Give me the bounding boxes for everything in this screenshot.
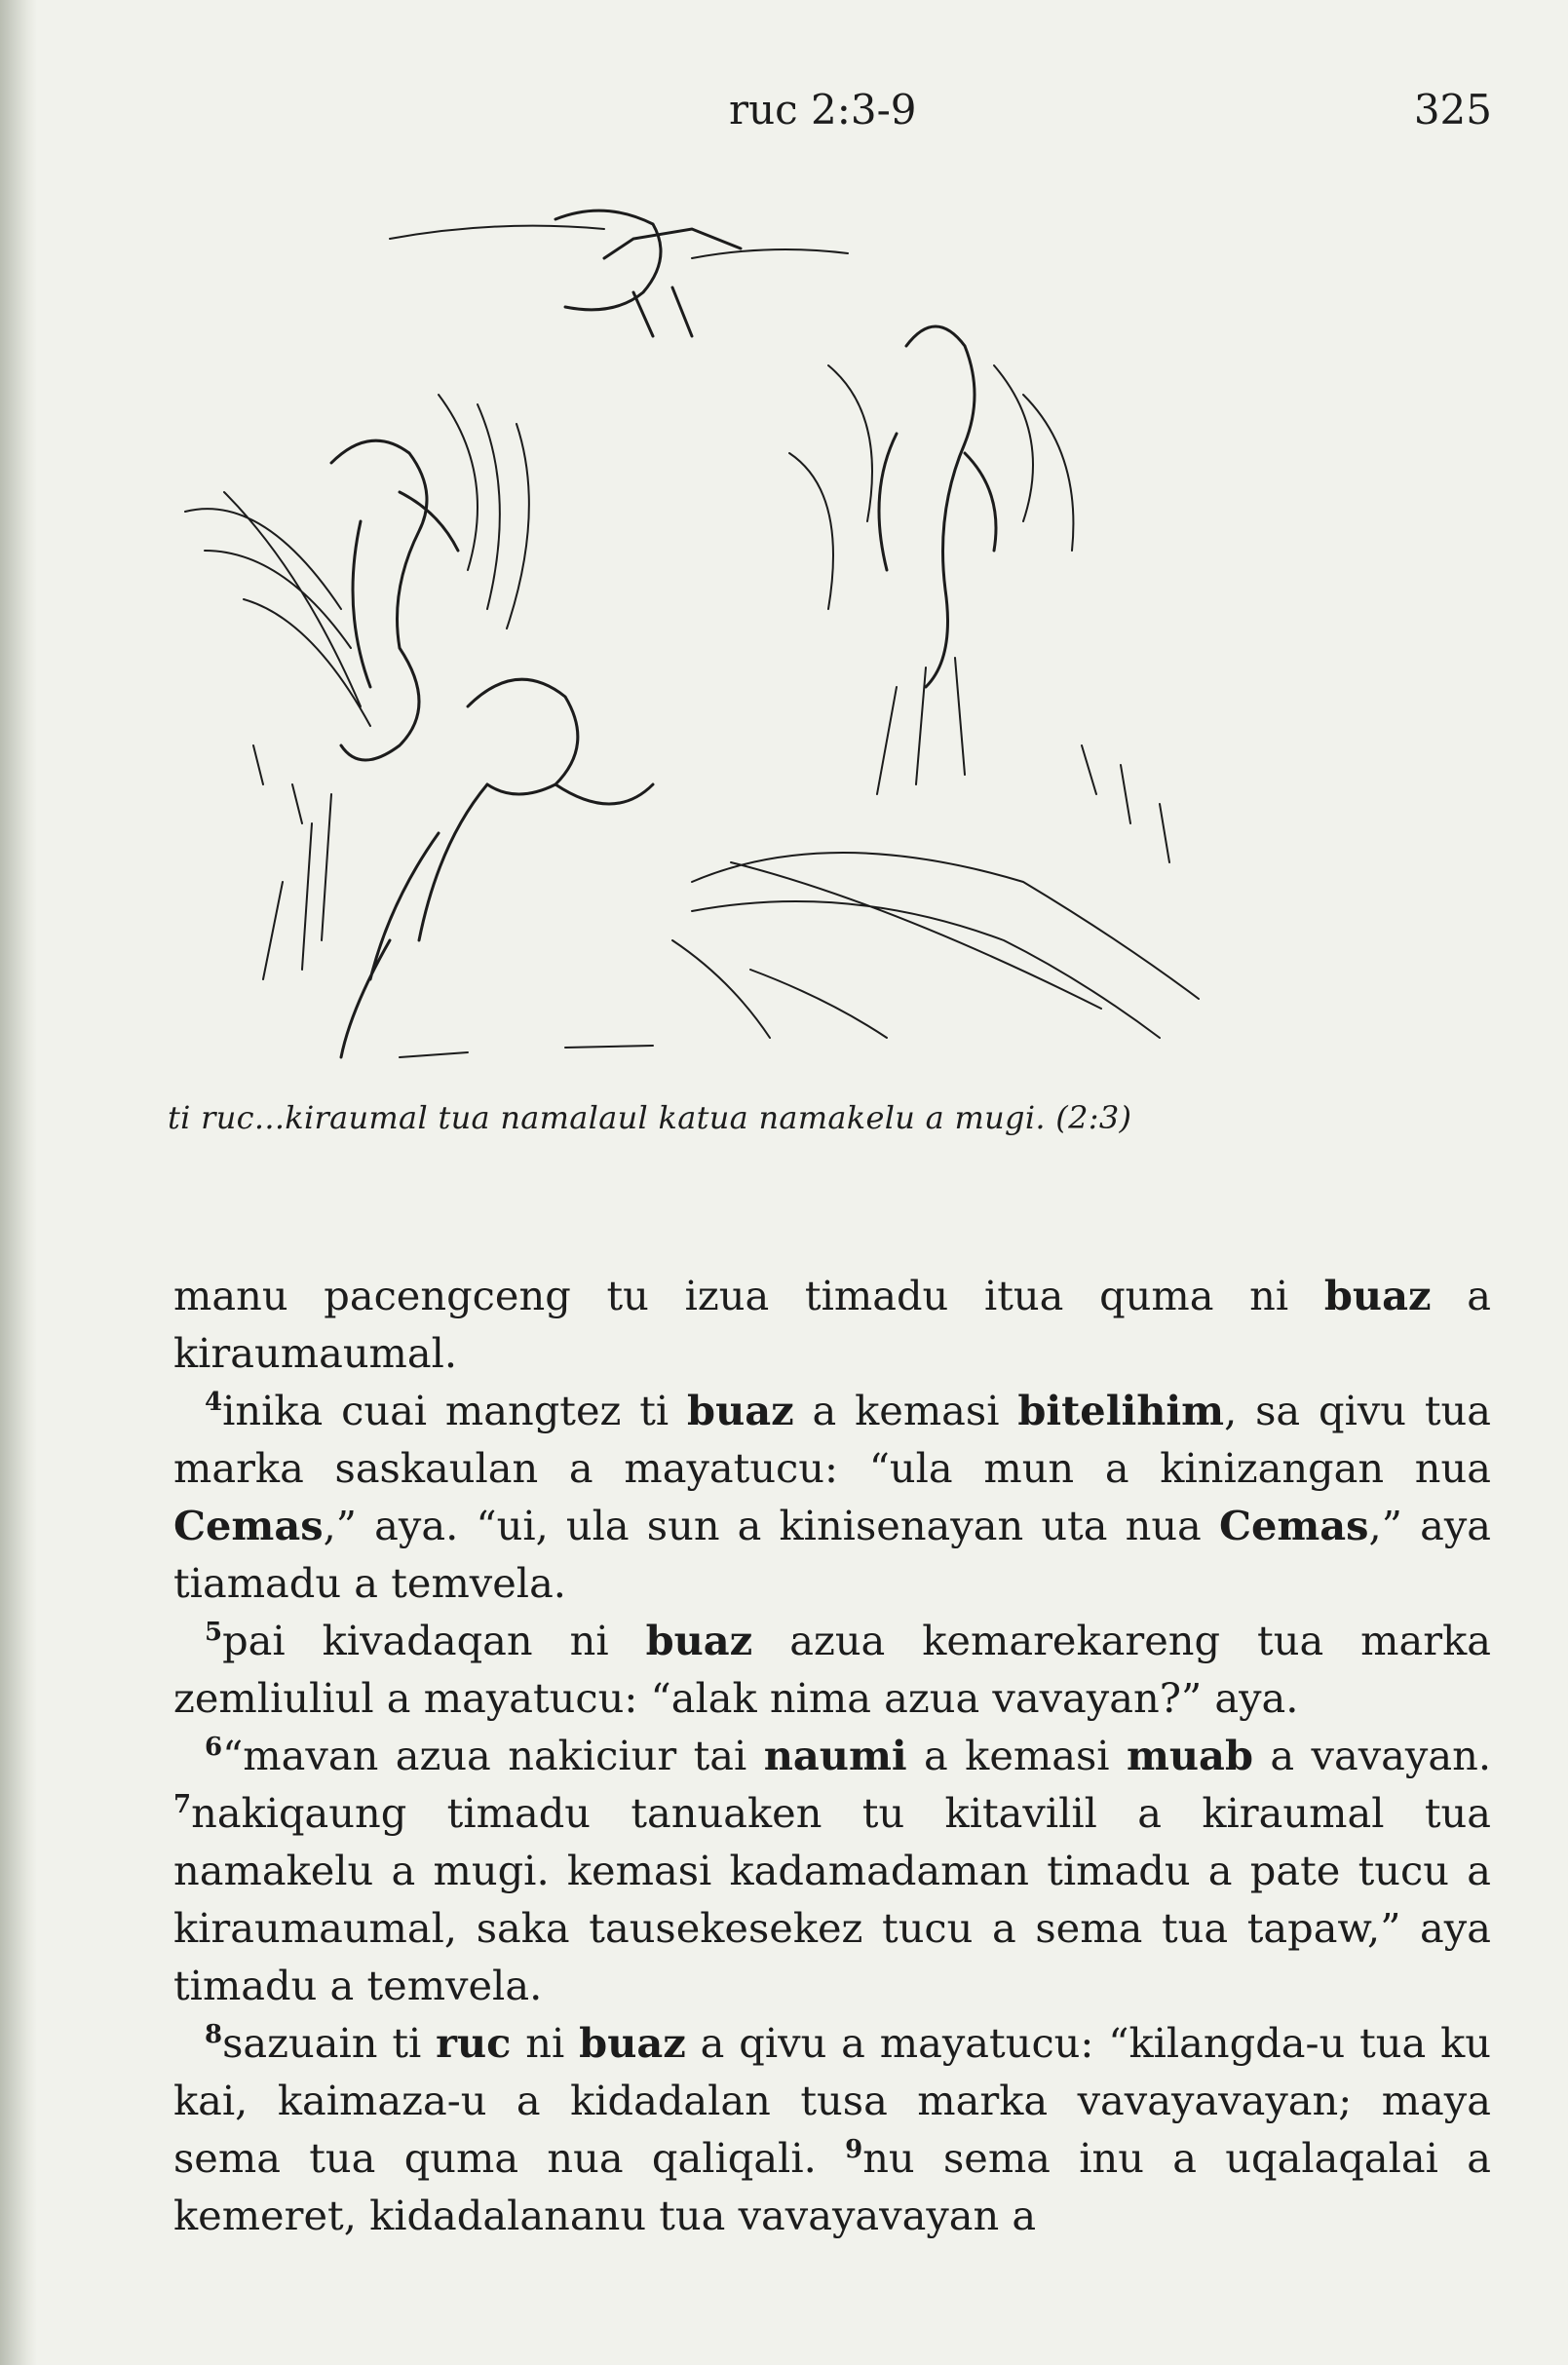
verse-number: 8 — [205, 2020, 223, 2050]
text-run: a kiraumaumal. — [173, 1272, 1491, 1377]
page-binding-shadow — [0, 0, 37, 2365]
illustration-caption: ti ruc...kiraumal tua namalaul katua namakelu a mugi. (2:3) — [168, 1099, 1132, 1136]
paragraph — [173, 1727, 1491, 2014]
paragraph — [173, 2014, 1491, 2244]
paragraph — [173, 1612, 1491, 1727]
bold-name: buaz — [687, 1387, 794, 1434]
page-header — [0, 86, 1568, 144]
text-run: a vavayan. — [1252, 1732, 1492, 1779]
text-run: manu pacengceng tu izua timadu itua quma ni — [173, 1272, 1324, 1319]
gleaners-in-wheat-field-drawing — [146, 200, 1501, 1082]
text-run: , sa qivu tua marka saskaulan a mayatucu: “ula mun a kinizangan nua — [173, 1387, 1492, 1492]
bold-name: naumi — [763, 1732, 907, 1779]
text-run: “mavan azua nakiciur tai — [222, 1732, 764, 1779]
text-run: pai kivadaqan ni — [222, 1617, 646, 1664]
text-run: nakiqaung timadu tanuaken tu kitavilil a kiraumal tua namakelu a mugi. kemasi kadamadaman timadu a pate tucu a kiraumaumal, saka tausekesekez tucu a sema tua tapaw,” aya timadu a temvela. — [173, 1789, 1491, 2009]
text-run: a qivu a mayatucu: “kilangda-u tua ku kai, kaimaza-u a kidadalan tusa marka vavayavayan; maya sema tua quma nua qaliqali. — [173, 2019, 1491, 2182]
text-run: sazuain ti — [222, 2019, 437, 2067]
verse-number: 9 — [845, 2135, 863, 2165]
bold-name: buaz — [645, 1617, 753, 1664]
verse-number: 4 — [205, 1388, 223, 1418]
bold-name: bitelihim — [1017, 1387, 1225, 1434]
text-run: a kemasi — [793, 1387, 1018, 1434]
bold-name: buaz — [579, 2019, 686, 2067]
bold-name: Cemas — [1218, 1502, 1369, 1549]
page-number: 325 — [1413, 86, 1492, 134]
paragraph — [173, 1267, 1491, 1382]
text-run: a kemasi — [906, 1732, 1127, 1779]
bold-name: muab — [1126, 1732, 1253, 1779]
text-run: ,” aya tiamadu a temvela. — [173, 1502, 1492, 1607]
bold-name: buaz — [1323, 1272, 1432, 1319]
text-run: nu sema inu a uqalaqalai a kemeret, kidadalananu tua vavayavayan a — [173, 2134, 1491, 2239]
text-run: inika cuai mangtez ti — [222, 1387, 688, 1434]
gleaners-illustration — [146, 200, 1501, 1082]
verse-number: 7 — [173, 1790, 192, 1820]
verse-number: 6 — [205, 1733, 223, 1763]
bold-name: Cemas — [173, 1502, 324, 1549]
paragraph — [173, 1382, 1491, 1612]
text-run: ,” aya. “ui, ula sun a kinisenayan uta nua — [323, 1502, 1219, 1549]
body-text — [173, 1267, 1491, 2244]
text-run: ni — [511, 2019, 580, 2067]
verse-number: 5 — [205, 1618, 223, 1648]
running-head: ruc 2:3-9 — [729, 86, 917, 134]
text-run: azua kemarekareng tua marka zemliuliul a mayatucu: “alak nima azua vavayan?” aya. — [173, 1617, 1491, 1722]
bold-name: ruc — [436, 2019, 512, 2067]
